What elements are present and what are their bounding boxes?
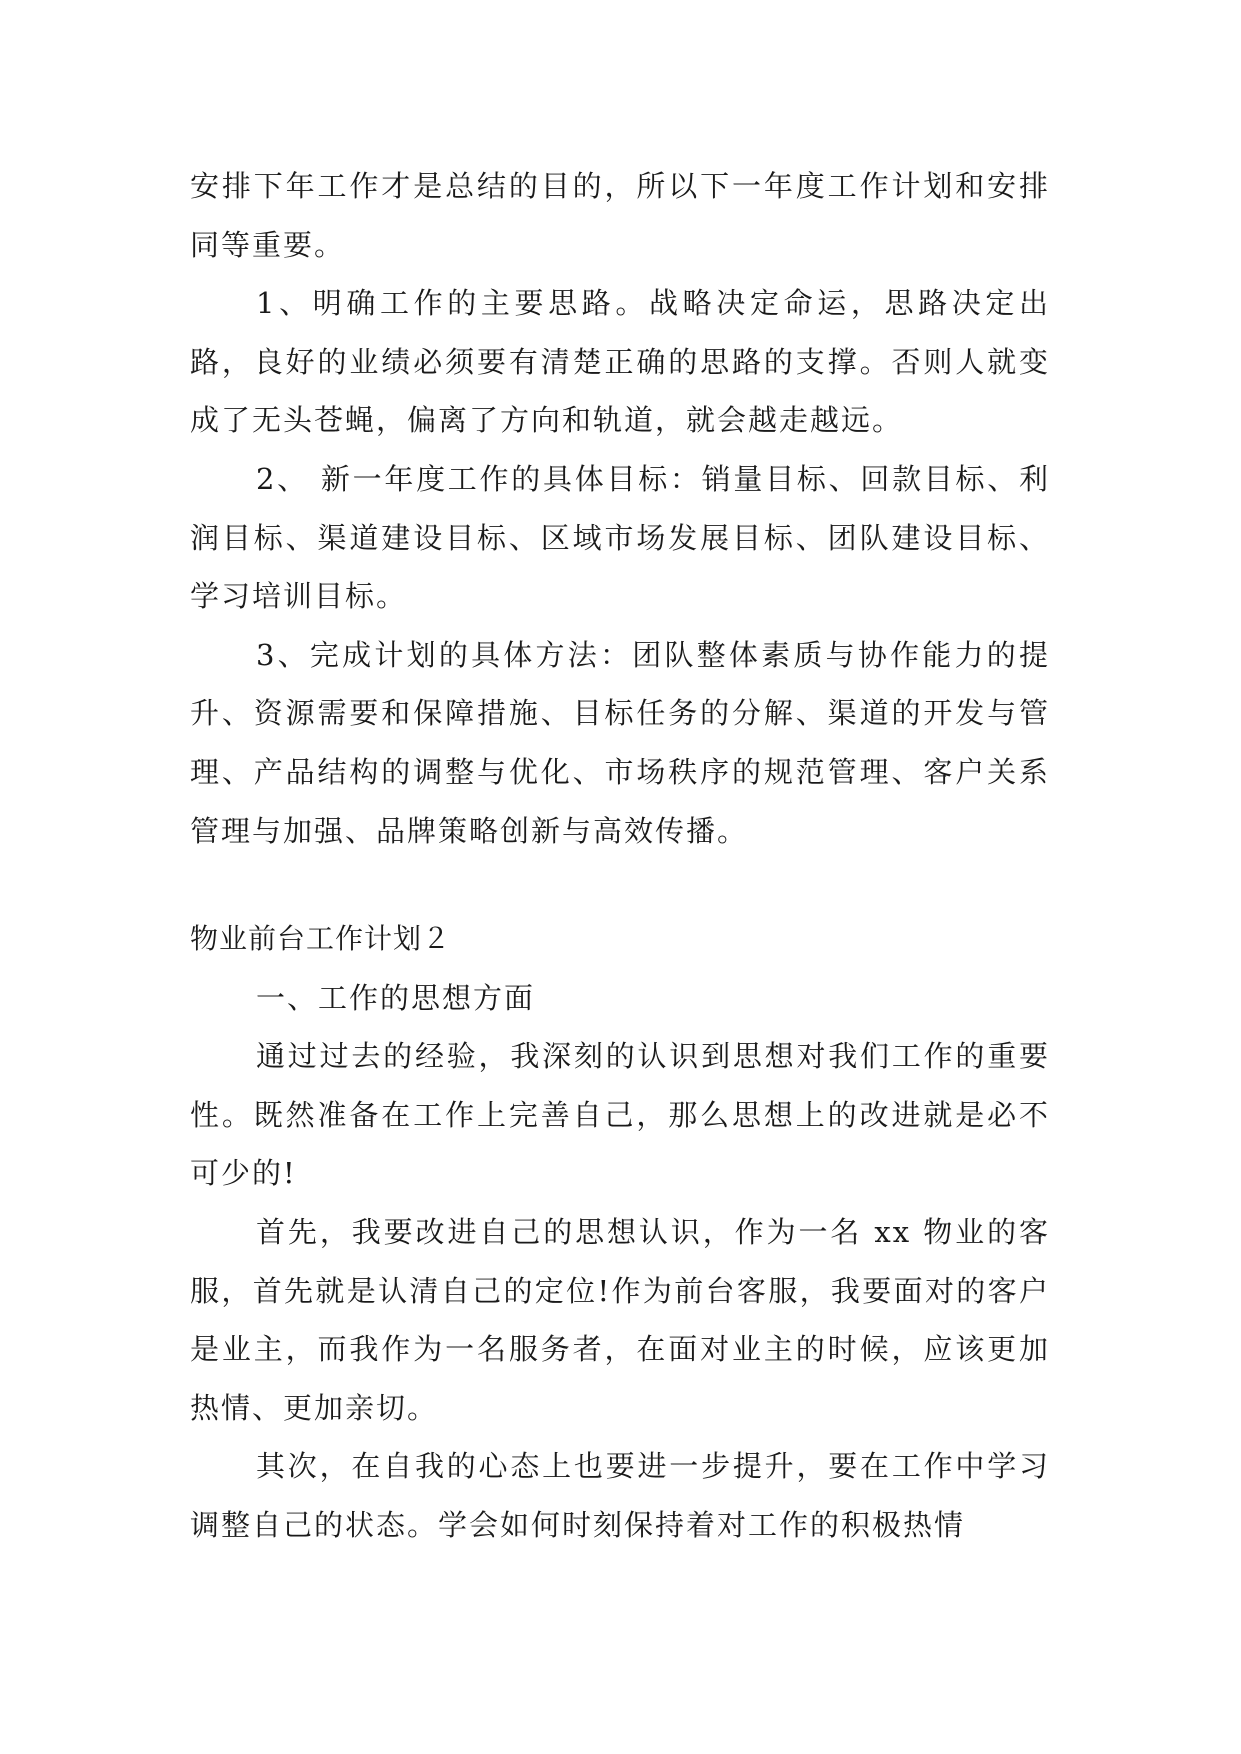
paragraph-second-improvement: 其次，在自我的心态上也要进一步提升，要在工作中学习调整自己的状态。学会如何时刻保持着对工作的积极热情 [190, 1449, 1050, 1542]
section-property-front-desk-plan [190, 910, 1050, 1555]
paragraph-point-1: 1、明确工作的主要思路。战略决定命运，思路决定出路，良好的业绩必须要有清楚正确的思路的支撑。否则人就变成了无头苍蝇，偏离了方向和轨道，就会越走越远。 [190, 286, 1050, 438]
paragraph-point-3: 3、完成计划的具体方法：团队整体素质与协作能力的提升、资源需要和保障措施、目标任务的分解、渠道的开发与管理、产品结构的调整与优化、市场秩序的规范管理、客户关系管理与加强、品牌策略创新与高效传播。 [190, 637, 1050, 848]
section-title: 物业前台工作计划２ [190, 922, 452, 955]
section-subheading: 一、工作的思想方面 [256, 980, 536, 1015]
section-work-plan-continuation [190, 157, 1050, 860]
paragraph-point-2: 2、 新一年度工作的具体目标：销量目标、回款目标、利润目标、渠道建设目标、区域市场发展目标、团队建设目标、学习培训目标。 [190, 461, 1050, 614]
paragraph-intro-continuation: 安排下年工作才是总结的目的，所以下一年度工作计划和安排同等重要。 [190, 169, 1050, 262]
paragraph-thinking-importance: 通过过去的经验，我深刻的认识到思想对我们工作的重要性。既然准备在工作上完善自己，那么思想上的改进就是必不可少的! [190, 1039, 1050, 1191]
paragraph-first-improvement: 首先，我要改进自己的思想认识，作为一名 xx 物业的客服，首先就是认清自己的定位!作为前台客服，我要面对的客户是业主，而我作为一名服务者，在面对业主的时候，应该更加热情、更加亲切。 [190, 1214, 1050, 1425]
